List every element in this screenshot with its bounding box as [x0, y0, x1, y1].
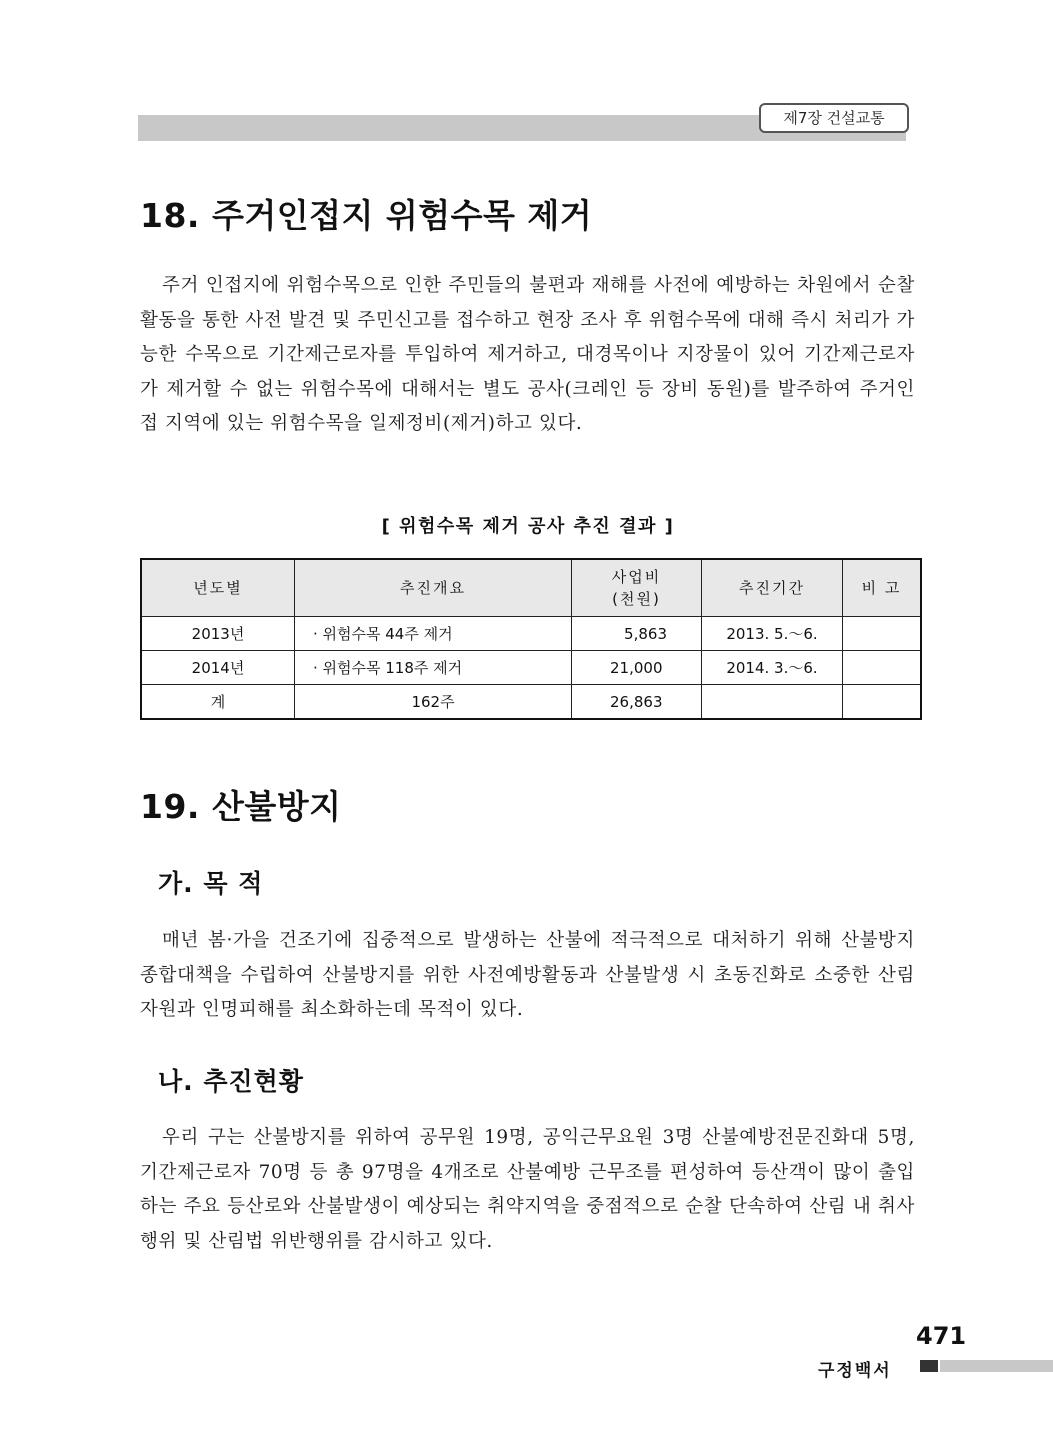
row-cost: 21,000 — [572, 651, 702, 685]
section-18-paragraph-text: 주거 인접지에 위험수목으로 인한 주민들의 불편과 재해를 사전에 예방하는 차원에서 순찰활동을 통한 사전 발견 및 주민신고를 접수하고 현장 조사 후 위험수목에 대해 즉시 처리가 가능한 수목으로 기간제근로자를 투입하여 제거하고, 대경목이나 지장물이 있어 기간제근로자가 제거할 수 없는 위험수목에 대해서는 별도 공사(크레인 등 장비 동원)를 발주하여 주거인접 지역에 있는 위험수목을 일제정비(제거)하고 있다. — [140, 275, 915, 435]
header-summary: 추진개요 — [295, 559, 572, 617]
page-number: 471 — [916, 1322, 967, 1350]
table-row — [141, 617, 921, 651]
total-summary: 162주 — [295, 685, 572, 720]
header-cost-line1: 사업비 — [611, 568, 662, 586]
table-header-row — [141, 559, 921, 617]
chapter-tab: 제7장 건설교통 — [759, 103, 909, 133]
total-cost: 26,863 — [572, 685, 702, 720]
row-note — [843, 617, 922, 651]
table-row — [141, 651, 921, 685]
table-caption: [ 위험수목 제거 공사 추진 결과 ] — [381, 516, 675, 537]
header-cost-line2: (천원) — [612, 590, 661, 608]
header-period: 추진기간 — [702, 559, 843, 617]
section-18-paragraph — [140, 269, 915, 442]
header-cost — [572, 559, 702, 617]
row-summary: · 위험수목 44주 제거 — [295, 617, 572, 651]
footer-bar-dark — [920, 1360, 938, 1372]
row-summary: · 위험수목 118주 제거 — [295, 651, 572, 685]
subsection-a-title: 가. 목 적 — [158, 869, 264, 898]
row-cost: 5,863 — [572, 617, 702, 651]
subsection-b-paragraph — [140, 1121, 915, 1259]
subsection-b-title: 나. 추진현황 — [158, 1067, 304, 1096]
row-period: 2014. 3.～6. — [702, 651, 843, 685]
header-year: 년도별 — [141, 559, 295, 617]
total-period — [702, 685, 843, 720]
total-label: 계 — [141, 685, 295, 720]
header-note: 비 고 — [843, 559, 922, 617]
results-table — [140, 558, 922, 720]
section-19-title: 19. 산불방지 — [140, 787, 342, 826]
total-note — [843, 685, 922, 720]
section-18-title: 18. 주거인접지 위험수목 제거 — [140, 196, 593, 235]
subsection-a-paragraph-text: 매년 봄·가을 건조기에 집중적으로 발생하는 산불에 적극적으로 대처하기 위해 산불방지 종합대책을 수립하여 산불방지를 위한 사전예방활동과 산불발생 시 초동진화로 소중한 산림자원과 인명피해를 최소화하는데 목적이 있다. — [140, 930, 915, 1021]
subsection-b-paragraph-text: 우리 구는 산불방지를 위하여 공무원 19명, 공익근무요원 3명 산불예방전문진화대 5명, 기간제근로자 70명 등 총 97명을 4개조로 산불예방 근무조를 편성하여 등산객이 많이 출입하는 주요 등산로와 산불발생이 예상되는 취약지역을 중점적으로 순찰 단속하여 산림 내 취사행위 및 산림법 위반행위를 감시하고 있다. — [140, 1127, 915, 1252]
row-period: 2013. 5.～6. — [702, 617, 843, 651]
subsection-a-paragraph — [140, 924, 915, 1028]
row-year: 2014년 — [141, 651, 295, 685]
row-year: 2013년 — [141, 617, 295, 651]
footer-bar-light — [940, 1360, 1053, 1372]
row-note — [843, 651, 922, 685]
table-total-row — [141, 685, 921, 720]
footer-label: 구정백서 — [818, 1361, 892, 1381]
